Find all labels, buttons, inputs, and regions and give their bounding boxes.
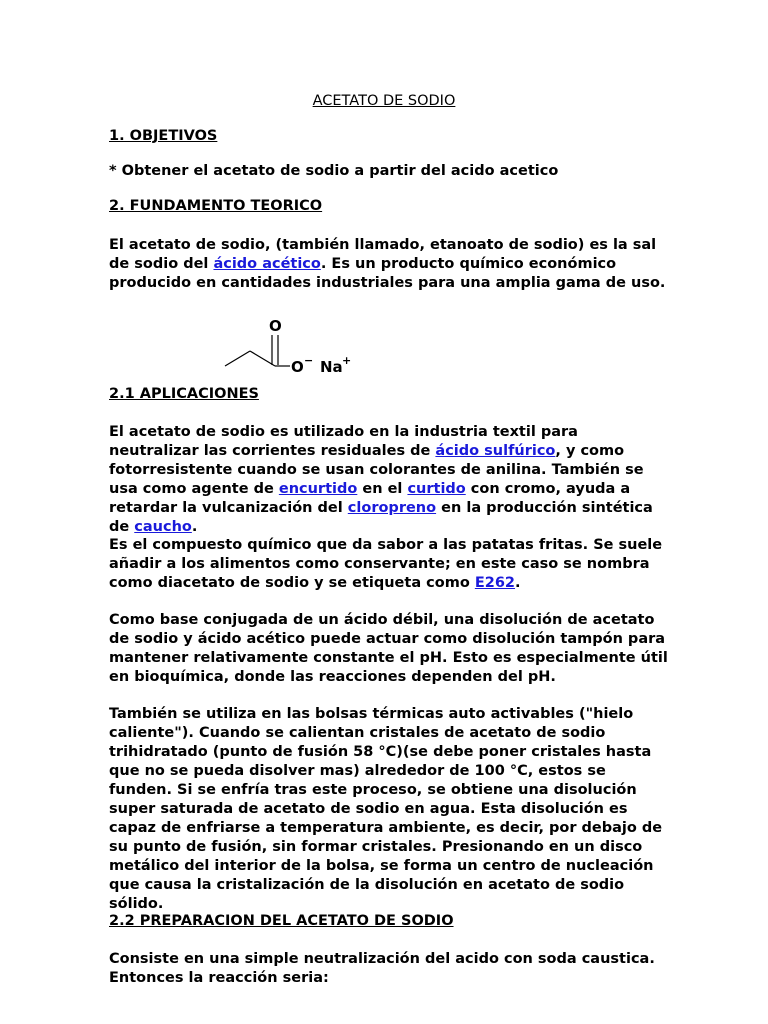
paragraph-fundamento [109, 236, 669, 293]
paragraph-text: El acetato de sodio es utilizado en la industria textil para neutralizar las corrientes residuales de [109, 424, 578, 459]
sodium-acetate-structure [220, 315, 370, 385]
paragraph-text: con cromo, ayuda a retardar la vulcanización del [109, 481, 631, 516]
paragraph-text: , y como fotorresistente cuando se usan colorantes de anilina. También se usa como agente de [109, 443, 644, 497]
link-curtido[interactable]: curtido [407, 481, 466, 497]
structure-oxygen-label: O [269, 317, 282, 335]
paragraph-text: Es el compuesto químico que da sabor a las patatas fritas. Se suele añadir a los alimentos como conservante; en este caso se nombra como diacetato de sodio y se etiqueta como [109, 537, 663, 591]
heading-aplicaciones: 2.1 APLICACIONES [109, 386, 259, 402]
link-acido-acetico[interactable]: ácido acético [213, 256, 321, 272]
paragraph-text: . [191, 519, 198, 535]
document-title: ACETATO DE SODIO [312, 93, 456, 109]
paragraph-text: en la producción sintética de [109, 500, 653, 535]
paragraph-text: El acetato de sodio, (también llamado, etanoato de sodio) es la sal de sodio del [109, 237, 657, 272]
link-acido-sulfurico[interactable]: ácido sulfúrico [435, 443, 556, 459]
structure-plus-charge: + [342, 354, 352, 367]
paragraph-text: en el [357, 481, 408, 497]
link-caucho[interactable]: caucho [134, 519, 192, 535]
link-e262[interactable]: E262 [474, 575, 516, 591]
paragraph-bolsas-termicas: También se utiliza en las bolsas térmicas auto activables ("hielo caliente"). Cuando se calientan cristales de acetato de sodio trihidratado (punto de fusión 58 °C)(se debe poner cristales hasta que no se pueda disolver mas) alrededor de 100 °C, estos se funden. Si se enfría tras este proceso, se obtiene una disolución super saturada de acetato de sodio en agua. Esta disolución es capaz de enfriarse a temperatura ambiente, es decir, por debajo de su punto de fusión, sin formar cristales. Presionando en un disco metálico del interior de la bolsa, se forma un centro de nucleación que causa la cristalización de la disolución en acetato de sodio sólido. [109, 706, 663, 912]
paragraph-tampon: Como base conjugada de un ácido débil, una disolución de acetato de sodio y ácido acético puede actuar como disolución tampón para mantener relativamente constante el pH. Esto es especialmente útil en bioquímica, donde las reacciones dependen del pH. [109, 612, 668, 685]
heading-fundamento: 2. FUNDAMENTO TEORICO [109, 198, 323, 214]
paragraph-preparacion: Consiste en una simple neutralización del acido con soda caustica. Entonces la reacción seria: [109, 951, 655, 986]
structure-oxygen-anion-label: O [291, 358, 304, 376]
paragraph-aplicaciones [109, 423, 669, 537]
link-encurtido[interactable]: encurtido [278, 481, 358, 497]
structure-sodium-label: Na [320, 358, 343, 376]
heading-objetivos: 1. OBJETIVOS [109, 128, 218, 144]
objective-text: * Obtener el acetato de sodio a partir del acido acetico [109, 163, 559, 179]
heading-preparacion: 2.2 PREPARACION DEL ACETATO DE SODIO [109, 913, 454, 929]
link-cloropreno[interactable]: cloropreno [347, 500, 437, 516]
paragraph-patatas [109, 536, 669, 593]
paragraph-text: . Es un producto químico económico producido en cantidades industriales para una amplia gama de uso. [109, 256, 666, 291]
paragraph-text: . [515, 575, 521, 591]
structure-minus-charge: − [304, 354, 314, 367]
